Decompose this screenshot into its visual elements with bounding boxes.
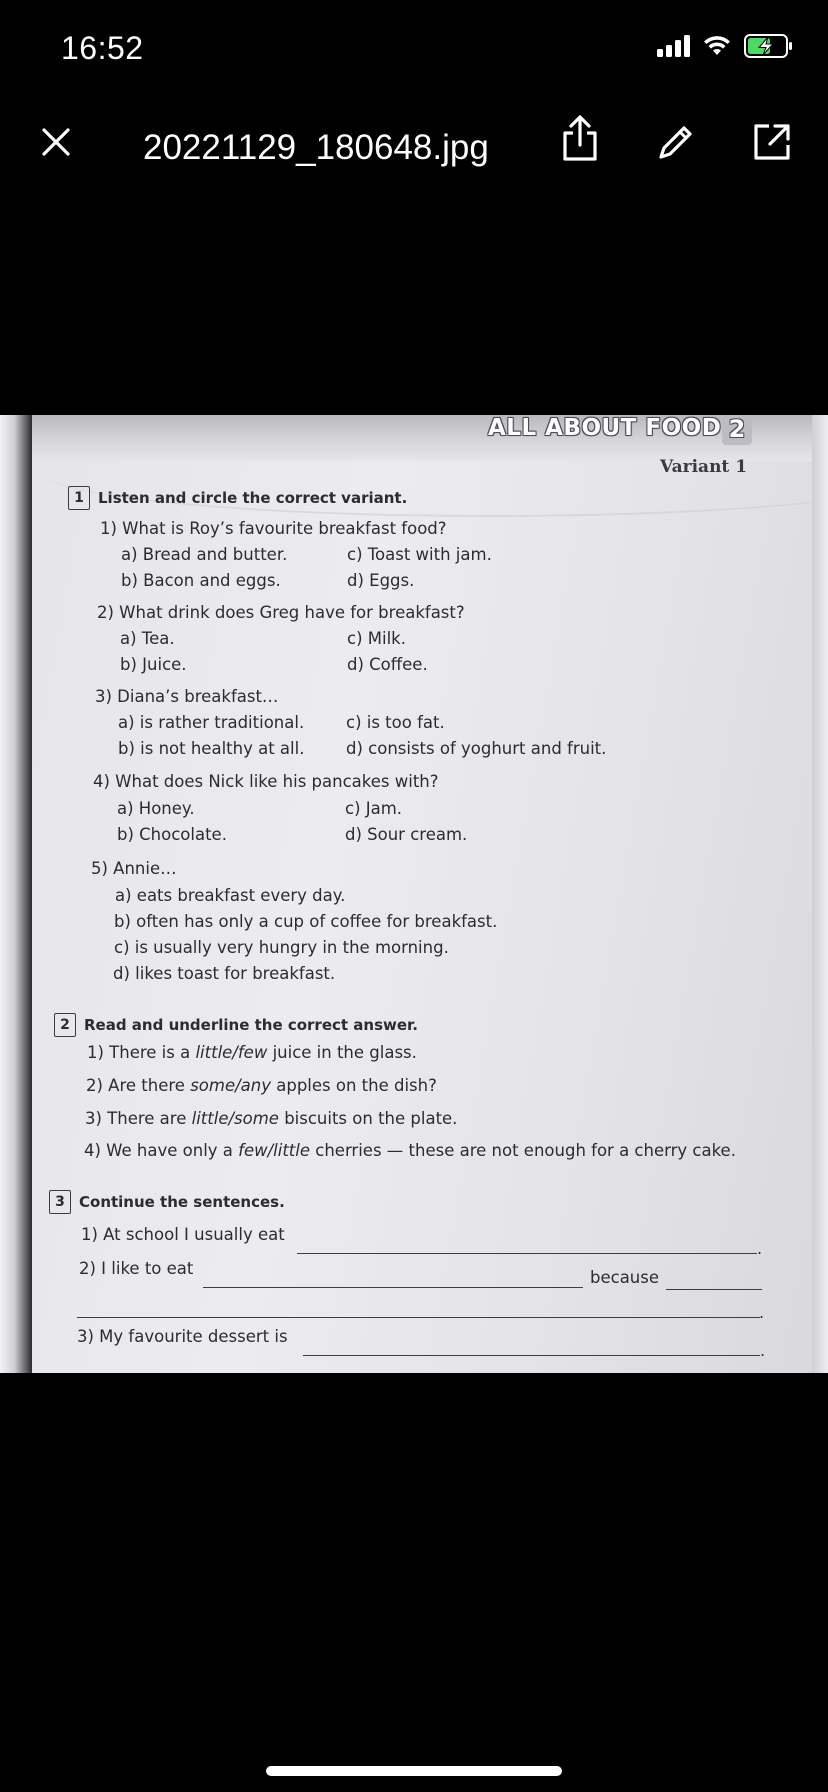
section3-heading [49,1190,285,1214]
open-external-icon [753,123,791,161]
section1-heading [68,486,407,510]
s1-q5-a: a) eats breakfast every day. [115,886,346,905]
s1-q3-c: c) is too fat. [346,713,445,732]
wifi-icon [702,35,732,57]
s1-q5: 5) Annie… [91,859,177,878]
s3-item-2-because-blank [666,1289,762,1290]
s3-because: because [590,1268,660,1287]
worksheet-unit-number: 2 [722,415,752,445]
worksheet-header-title: ALL ABOUT FOOD [488,415,722,441]
s1-q5-b: b) often has only a cup of coffee for breakfast. [114,912,498,931]
s2-item-4-choice: few/little [238,1141,311,1160]
section3-instruction: Continue the sentences. [79,1193,285,1211]
s1-q1-d: d) Eggs. [347,571,415,590]
s1-q2-c: c) Milk. [347,629,406,648]
cellular-signal-icon [657,35,690,57]
section2-number: 2 [54,1013,76,1037]
s2-item-3-choice: little/some [191,1109,279,1128]
share-button[interactable] [554,112,606,164]
s2-item-2: 2) Are there some/any apples on the dish? [86,1076,437,1095]
s2-item-1-choice: little/few [195,1043,268,1062]
s3-item-1-blank [297,1253,757,1254]
s1-q3: 3) Diana’s breakfast… [95,687,279,706]
s3-item-2-period: . [759,1303,765,1322]
s2-item-3: 3) There are little/some biscuits on the plate. [85,1109,458,1128]
edit-icon [656,122,696,162]
close-button[interactable] [30,116,82,168]
s1-q1-a: a) Bread and butter. [121,545,288,564]
home-indicator[interactable] [266,1766,562,1776]
section2-heading [54,1013,418,1037]
s1-q3-a: a) is rather traditional. [118,713,305,732]
s1-q2-a: a) Tea. [120,629,175,648]
section1-number: 1 [68,486,90,510]
battery-charging-icon [744,34,794,58]
s1-q5-c: c) is usually very hungry in the morning. [114,938,449,957]
s1-q2: 2) What drink does Greg have for breakfast? [97,603,465,622]
section1-instruction: Listen and circle the correct variant. [98,489,408,507]
section2-instruction: Read and underline the correct answer. [84,1016,418,1034]
s1-q3-b: b) is not healthy at all. [118,739,305,758]
s3-item-2: 2) I like to eat [79,1259,194,1278]
s1-q1: 1) What is Roy’s favourite breakfast food? [100,519,447,538]
s1-q4-b: b) Chocolate. [117,825,227,844]
page-right-edge [812,415,828,1373]
close-icon [41,127,71,157]
s1-q2-b: b) Juice. [120,655,187,674]
s3-item-3-period: . [760,1341,766,1360]
section3-number: 3 [49,1190,71,1214]
page-left-edge [0,415,32,1373]
s1-q1-b: b) Bacon and eggs. [121,571,281,590]
s1-q1-c: c) Toast with jam. [347,545,492,564]
s1-q5-d: d) likes toast for breakfast. [113,964,336,983]
s3-item-2-continuation-blank [77,1317,760,1318]
s1-q3-d: d) consists of yoghurt and fruit. [346,739,607,758]
open-external-button[interactable] [746,116,798,168]
status-indicators [657,34,794,58]
s3-item-3: 3) My favourite dessert is [77,1327,288,1346]
s3-item-1-period: . [757,1239,763,1258]
s1-q4: 4) What does Nick like his pancakes with? [93,772,439,791]
worksheet-photo[interactable] [0,415,828,1373]
s3-item-1: 1) At school I usually eat [81,1225,285,1244]
s2-item-2-choice: some/any [190,1076,271,1095]
s1-q4-d: d) Sour cream. [345,825,468,844]
s2-item-4: 4) We have only a few/little cherries — these are not enough for a cherry cake. [84,1141,736,1160]
status-time: 16:52 [61,30,144,66]
s1-q4-c: c) Jam. [345,799,403,818]
s1-q4-a: a) Honey. [117,799,195,818]
edit-button[interactable] [650,116,702,168]
s3-item-2-blank [203,1287,583,1288]
worksheet-variant: Variant 1 [660,457,748,477]
file-title: 20221129_180648.jpg [143,128,489,167]
share-icon [562,115,598,161]
s2-item-1: 1) There is a little/few juice in the glass. [87,1043,417,1062]
s3-item-3-blank [303,1355,760,1356]
s1-q2-d: d) Coffee. [347,655,428,674]
